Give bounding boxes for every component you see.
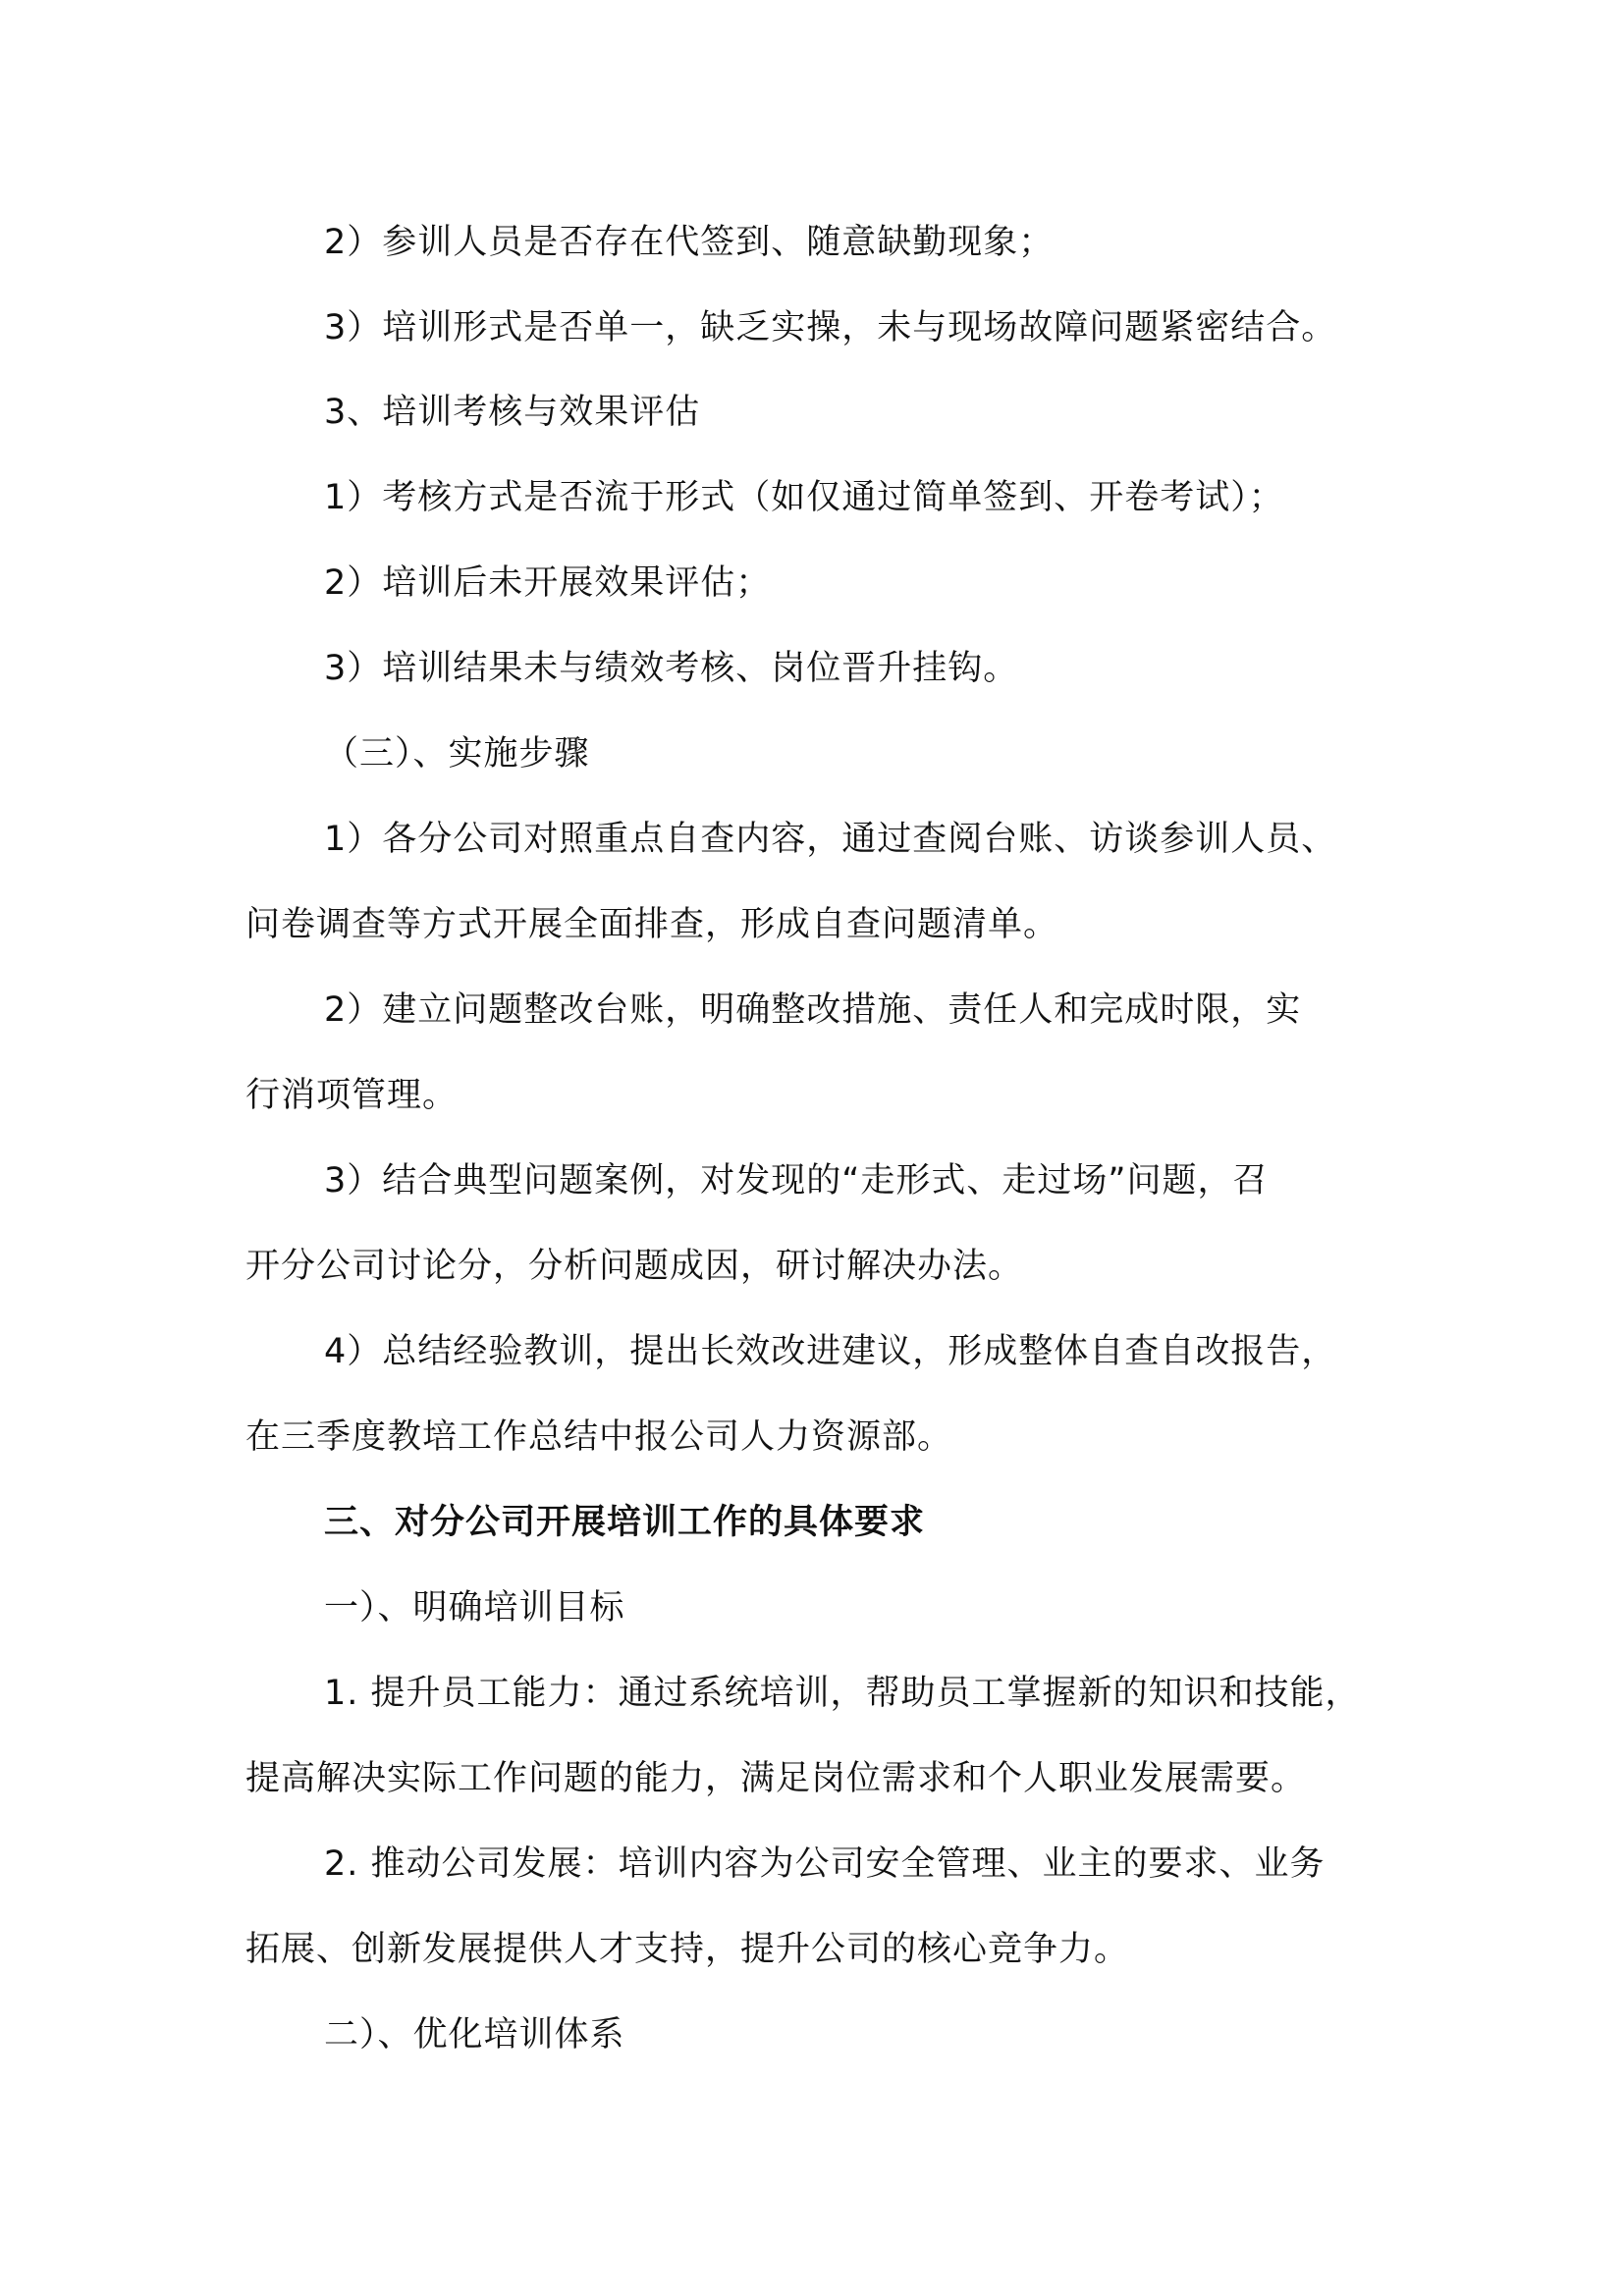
text-line-goal2-b: 拓展、创新发展提供人才支持，提升公司的核心竞争力。: [245, 1930, 1130, 1969]
text-line-goal2-a: 2. 推动公司发展：培训内容为公司安全管理、业主的要求、业务: [324, 1844, 1326, 1884]
section-heading-optimize-system: 二）、优化培训体系: [324, 2015, 625, 2055]
text-line-step4-a: 4）总结经验教训，提出长效改进建议，形成整体自查自改报告，: [324, 1332, 1337, 1371]
section-heading-goals: 一）、明确培训目标: [324, 1588, 625, 1628]
text-line-step2-b: 行消项管理。: [245, 1076, 459, 1115]
text-line-step1-b: 问卷调查等方式开展全面排查，形成自查问题清单。: [245, 905, 1059, 944]
text-line-step3-b: 开分公司讨论分，分析问题成因，研讨解决办法。: [245, 1247, 1024, 1286]
text-line-step3-a: 3）结合典型问题案例，对发现的“走形式、走过场”问题，召: [324, 1161, 1269, 1201]
text-line-assessment-method: 1）考核方式是否流于形式（如仅通过简单签到、开卷考试）；: [324, 478, 1284, 517]
text-line-not-linked: 3）培训结果未与绩效考核、岗位晋升挂钩。: [324, 649, 1019, 688]
section-heading-assessment: 3、培训考核与效果评估: [324, 393, 701, 432]
text-line-step1-a: 1）各分公司对照重点自查内容，通过查阅台账、访谈参训人员、: [324, 820, 1337, 859]
text-line-attendance: 2）参训人员是否存在代签到、随意缺勤现象；: [324, 223, 1055, 262]
text-line-step2-a: 2）建立问题整改台账，明确整改措施、责任人和完成时限，实: [324, 990, 1302, 1030]
text-line-step4-b: 在三季度教培工作总结中报公司人力资源部。: [245, 1417, 953, 1457]
section-heading-steps: （三）、实施步骤: [324, 734, 590, 774]
text-line-goal1-a: 1. 提升员工能力：通过系统培训，帮助员工掌握新的知识和技能，: [324, 1674, 1361, 1713]
text-line-goal1-b: 提高解决实际工作问题的能力，满足岗位需求和个人职业发展需要。: [245, 1759, 1307, 1798]
text-line-no-evaluation: 2）培训后未开展效果评估；: [324, 563, 772, 603]
text-line-training-format: 3）培训形式是否单一，缺乏实操，未与现场故障问题紧密结合。: [324, 308, 1337, 347]
chapter-heading-requirements: 三、对分公司开展培训工作的具体要求: [324, 1503, 926, 1542]
